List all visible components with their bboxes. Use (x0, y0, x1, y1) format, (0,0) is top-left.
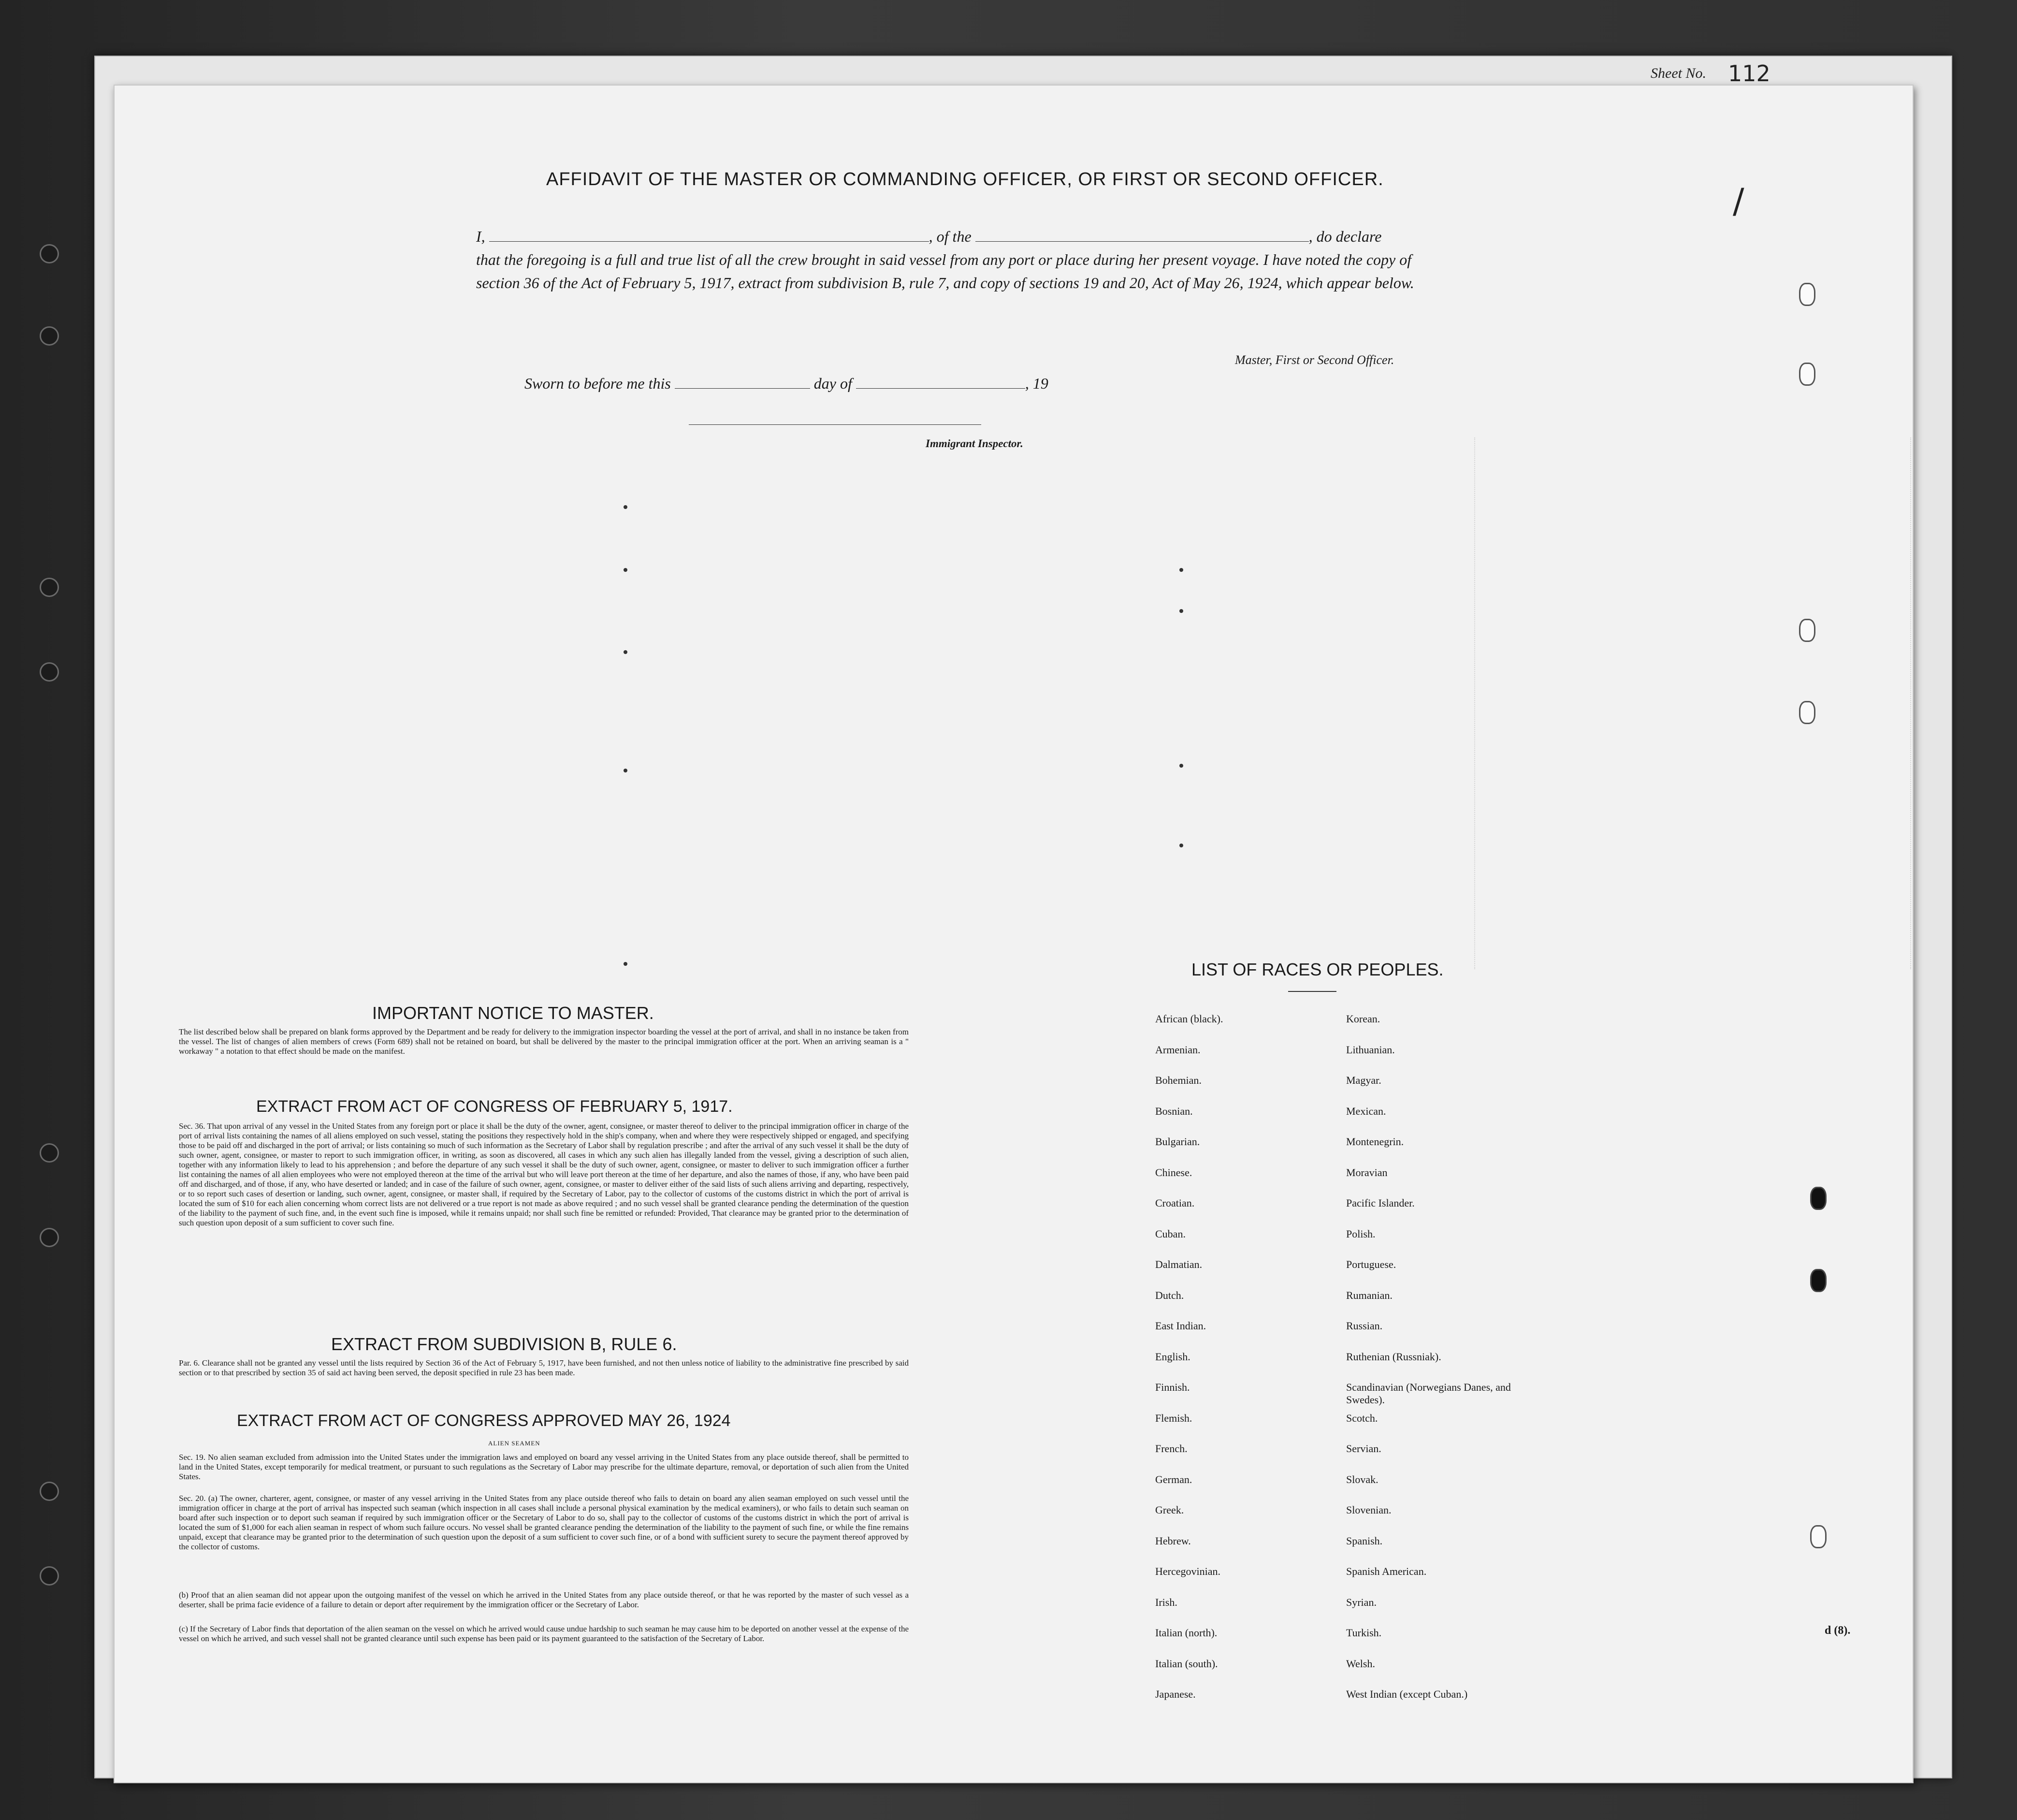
declaration-of-the: , of the (929, 228, 972, 245)
ditto-mark (1179, 844, 1183, 847)
race-item: Cuban. (1155, 1227, 1186, 1240)
extract-1924-sec20b: (b) Proof that an alien seaman did not appear upon the outgoing manifest of the vessel on which he arrived in the United States from any place outside thereof, or that he was reported by the master of such vessel as a deserter, shall be prima facie evidence of a failure to detain or deport after requirement by the immigration officer or the Secretary of Labor. (179, 1590, 909, 1609)
binder-hole (1799, 283, 1815, 306)
race-item: Lithuanian. (1346, 1043, 1395, 1056)
race-item: Russian. (1346, 1320, 1383, 1332)
races-title: LIST OF RACES OR PEOPLES. (1191, 960, 1444, 979)
race-item: Spanish. (1346, 1534, 1383, 1547)
binder-hole (40, 578, 59, 597)
race-item: Pacific Islander. (1346, 1197, 1415, 1209)
extract-rule6-body: Par. 6. Clearance shall not be granted any vessel until the lists required by Section 36 of the Act of February 5, 1917, have been furnished, and not then unless notice of liability to the administrative fine prescribed by said section or to that prescribed by section 35 of said act having been served, the deposit specified in rule 23 has been made. (179, 1358, 909, 1377)
race-item: Greek. (1155, 1504, 1184, 1516)
race-item: Portuguese. (1346, 1258, 1396, 1270)
extract-1924-subtitle: ALIEN SEAMEN (488, 1440, 540, 1447)
binder-hole (40, 244, 59, 263)
race-item: Welsh. (1346, 1657, 1375, 1670)
extract-1924-title: EXTRACT FROM ACT OF CONGRESS APPROVED MAY 26, 1924 (237, 1412, 731, 1430)
race-item: Japanese. (1155, 1688, 1196, 1700)
races-right-column (1346, 1013, 1535, 1719)
binder-hole (40, 1482, 59, 1501)
race-item: Moravian (1346, 1166, 1388, 1179)
extract-rule6-title: EXTRACT FROM SUBDIVISION B, RULE 6. (331, 1334, 677, 1354)
affidavit-title: AFFIDAVIT OF THE MASTER OR COMMANDING OFFICER, OR FIRST OR SECOND OFFICER. (546, 169, 1384, 189)
race-item: Ruthenian (Russniak). (1346, 1350, 1441, 1363)
extract-1917-body: Sec. 36. That upon arrival of any vessel in the United States from any foreign port or place it shall be the duty of the owner, agent, consignee, or master thereof to deliver to the principal immigration officer in charge of the port of arrival lists containing the names of all aliens employed on such vessel, stating the positions they respectively hold in the ship's company, when and where they were respectively shipped or engaged, and specifying those to be paid off and discharged in the port of arrival; or lists containing so much of such information as the Secretary of Labor shall by regulation prescribe ; and after the arrival of any such vessel it shall be the duty of such owner, agent, consignee, or master to report to such immigration officer, in writing, as soon as discovered, all cases in which any such alien has illegally landed from the vessel, giving a description of such alien, together with any information likely to lead to his apprehension ; and before the departure of any such vessel it shall be the duty of such owner, agent, consignee, or master to deliver to such immigration officer a further list containing the names of all alien employees who were not employed thereon at the time of the arrival but who will leave port thereon at the time of her departure, and also the names of those, if any, who have been paid off and discharged, and of those, if any, who have deserted or landed; and in case of the failure of such owner, agent, consignee, or master to deliver either of the said lists of such aliens arriving and departing, respectively, or to so report such cases of desertion or landing, such owner, agent, consignee, or master shall, if required by the Secretary of Labor, pay to the collector of customs of the customs district in which the port of arrival is located the sum of $10 for each alien concerning whom correct lists are not delivered or a true report is not made as above required ; and no such vessel shall be granted clearance pending the determination of the question of the liability to the payment of such fine, and, in the event such fine is imposed, while it remains unpaid; nor shall such fine be remitted or refunded: Provided, That clearance may be granted prior to the determination of such question upon deposit of a sum sufficient to cover such fine. (179, 1121, 909, 1227)
race-item: Montenegrin. (1346, 1136, 1404, 1148)
extract-1924-sec20a: Sec. 20. (a) The owner, charterer, agent, consignee, or master of any vessel arriving in the United States from any place outside thereof who fails to detain on board any alien seaman employed on such vessel until the immigration officer in charge at the port of arrival has inspected such seaman (which inspection in all cases shall include a personal physical examination by the medical examiners), or who fails to detain such seaman on board after such inspection or to deport such seaman if required by such immigration officer or the Secretary of Labor to do so, shall pay to the collector of customs of the customs district in which the port of arrival is located the sum of $1,000 for each alien seaman in respect of whom such failure occurs. No vessel shall be granted clearance pending the determination of the liability to the payment of such fine, or while the fine remains unpaid, except that clearance may be granted prior to the determination of such question upon the deposit of a sum sufficient to cover such fine, or of a bond with sufficient surety to secure the payment thereof approved by the collector of customs. (179, 1494, 909, 1551)
race-item: African (black). (1155, 1013, 1223, 1025)
race-item: Rumanian. (1346, 1289, 1393, 1301)
ditto-mark (1179, 764, 1183, 768)
race-item: Italian (south). (1155, 1657, 1218, 1670)
race-item: Servian. (1346, 1442, 1381, 1455)
binder-hole (1810, 1187, 1827, 1210)
declaration-body: that the foregoing is a full and true list of all the crew brought in said vessel from any port or place during her present voyage. I have noted the copy of section 36 of the Act of February 5, 1917, extract from subdivision B, rule 7, and copy of sections 19 and 20, Act of May 26, 1924, which appear below. (476, 251, 1414, 291)
binder-hole (40, 1566, 59, 1586)
ditto-mark (624, 650, 627, 654)
inspector-signature-line (689, 424, 981, 425)
race-item: West Indian (except Cuban.) (1346, 1688, 1468, 1700)
ditto-mark (1179, 609, 1183, 613)
races-left-column (1155, 1013, 1223, 1719)
race-item: Scotch. (1346, 1412, 1378, 1424)
declaration-i: I, (476, 228, 485, 245)
binder-hole (1799, 363, 1815, 386)
race-item: Spanish American. (1346, 1565, 1427, 1577)
race-item: Dalmatian. (1155, 1258, 1203, 1270)
race-item: Flemish. (1155, 1412, 1192, 1424)
extract-1924-sec19: Sec. 19. No alien seaman excluded from admission into the United States under the immigration laws and employed on board any vessel arriving in the United States from any place outside thereof, shall be permitted to land in the United States, except temporarily for medical treatment, or pursuant to such regulations as the Secretary of Labor may prescribe for the ultimate departure, removal, or deportation of such alien from the United States. (179, 1453, 909, 1481)
binder-hole (40, 326, 59, 346)
master-signature-label: Master, First or Second Officer. (1235, 353, 1394, 367)
declaration-do-declare: , do declare (1308, 228, 1382, 245)
ditto-mark (1179, 568, 1183, 572)
sworn-date-blank (675, 388, 810, 389)
ditto-mark (624, 568, 627, 572)
race-item: Bulgarian. (1155, 1136, 1200, 1148)
race-item: Hebrew. (1155, 1534, 1191, 1547)
race-item: Turkish. (1346, 1627, 1382, 1639)
race-item: Mexican. (1346, 1105, 1386, 1117)
sworn-year: , 19 (1025, 375, 1048, 392)
check-mark: / (1733, 181, 1744, 221)
race-item: English. (1155, 1350, 1190, 1363)
ditto-mark (624, 962, 627, 966)
race-item: Slovenian. (1346, 1504, 1392, 1516)
sworn-day: day of (813, 375, 852, 392)
race-item: Irish. (1155, 1596, 1177, 1608)
extract-1917-title: EXTRACT FROM ACT OF CONGRESS OF FEBRUARY 5, 1917. (256, 1097, 733, 1116)
binder-hole (1799, 619, 1815, 642)
binder-hole (40, 1143, 59, 1163)
race-item: Finnish. (1155, 1381, 1190, 1393)
race-item: Korean. (1346, 1013, 1380, 1025)
race-item: Hercegovinian. (1155, 1565, 1220, 1577)
bleed-through-columns (1474, 437, 1911, 969)
race-item: Croatian. (1155, 1197, 1195, 1209)
sheet-number-label: Sheet No. (1651, 65, 1706, 81)
affidavit-declaration (476, 225, 1448, 294)
race-item: French. (1155, 1442, 1188, 1455)
name-blank (489, 241, 929, 242)
race-item: Chinese. (1155, 1166, 1192, 1179)
sheet-number: 112 (1728, 60, 1770, 87)
extract-1924-sec20c: (c) If the Secretary of Labor finds that deportation of the alien seaman on the vessel on which he arrived would cause undue hardship to such seaman he may cause him to be deported on another vessel at the expense of the vessel on which he arrived, and such vessel shall not be granted clearance until such expense has been paid or its payment guaranteed to the satisfaction of the Secretary of Labor. (179, 1624, 909, 1643)
edge-note: d (8). (1825, 1624, 1851, 1637)
sworn-month-blank (856, 388, 1025, 389)
ditto-mark (624, 769, 627, 772)
notice-title: IMPORTANT NOTICE TO MASTER. (372, 1003, 654, 1023)
race-item: Slovak. (1346, 1473, 1379, 1485)
race-item: Scandinavian (Norwegians Danes, and Swedes). (1346, 1381, 1511, 1406)
race-item: East Indian. (1155, 1320, 1206, 1332)
ditto-mark (624, 505, 627, 509)
sworn-prefix: Sworn to before me this (524, 375, 671, 392)
race-item: German. (1155, 1473, 1192, 1485)
race-item: Armenian. (1155, 1043, 1201, 1056)
race-item: Bohemian. (1155, 1074, 1202, 1086)
binder-hole (1810, 1525, 1827, 1548)
race-item: Magyar. (1346, 1074, 1381, 1086)
race-item: Bosnian. (1155, 1105, 1193, 1117)
binder-hole (1810, 1269, 1827, 1292)
notice-body: The list described below shall be prepared on blank forms approved by the Department and be ready for delivery to the immigration inspector boarding the vessel at the port of arrival, and shall in no instance be taken from the vessel. The list of changes of alien members of crews (Form 689) shall not be retained on board, but shall be delivered by the master to the principal immigration officer at the port. When an arriving seaman is a " workaway " a notation to that effect should be made on the manifest. (179, 1027, 909, 1056)
binder-hole (40, 1228, 59, 1247)
race-item: Italian (north). (1155, 1627, 1218, 1639)
race-item: Dutch. (1155, 1289, 1184, 1301)
races-title-rule (1288, 991, 1336, 992)
binder-hole (1799, 701, 1815, 724)
binder-hole (40, 662, 59, 682)
vessel-blank (975, 241, 1309, 242)
race-item: Polish. (1346, 1227, 1376, 1240)
race-item: Syrian. (1346, 1596, 1377, 1608)
inspector-label: Immigrant Inspector. (926, 437, 1023, 450)
sworn-line (524, 375, 1048, 393)
